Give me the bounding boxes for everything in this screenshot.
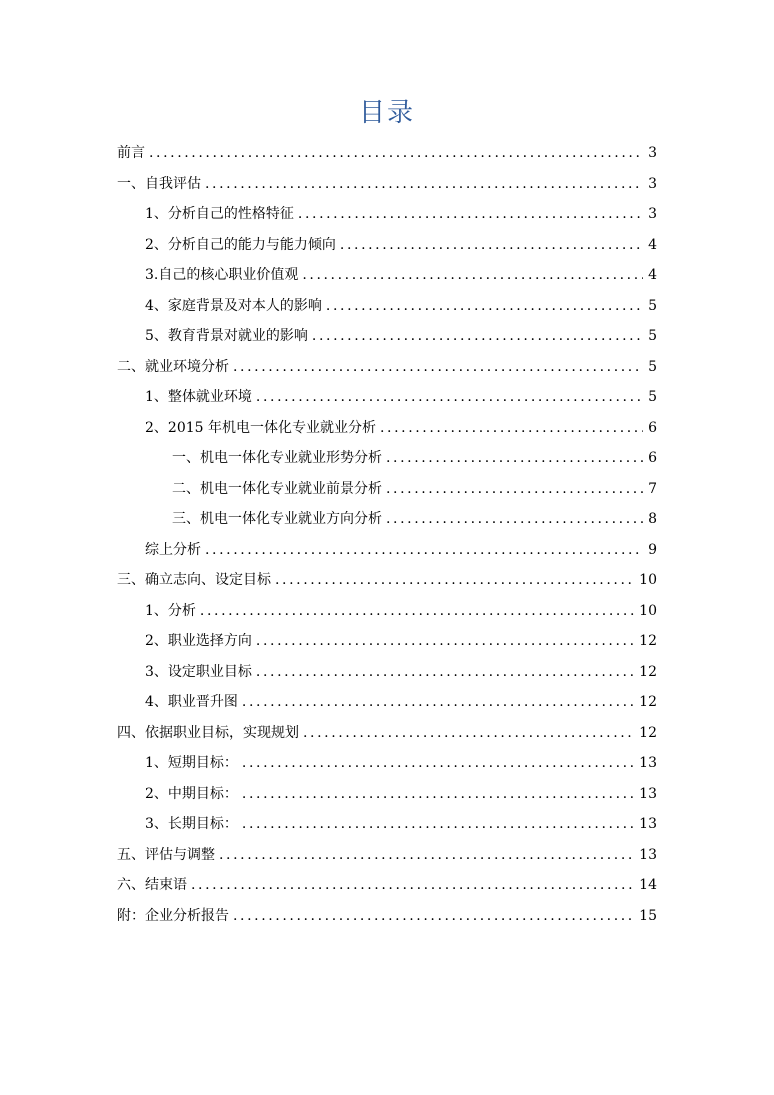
toc-dot-leader <box>219 840 635 871</box>
toc-entry-label: 三、确立志向、设定目标 <box>117 572 271 588</box>
toc-entry[interactable] <box>117 382 657 413</box>
toc-entry-page: 14 <box>639 877 657 893</box>
toc-entry[interactable] <box>117 687 657 718</box>
page-title: 目录 <box>358 98 415 128</box>
toc-entry[interactable] <box>117 565 657 596</box>
toc-entry[interactable] <box>117 321 657 352</box>
toc-entry-page: 7 <box>648 480 657 497</box>
toc-entry-label: 一、机电一体化专业就业形势分析 <box>172 450 382 466</box>
toc-entry-label: 1、分析自己的性格特征 <box>145 206 294 222</box>
toc-dot-leader <box>242 809 635 840</box>
toc-entry-label: 三、机电一体化专业就业方向分析 <box>172 511 382 527</box>
toc-entry[interactable] <box>117 596 657 627</box>
toc-dot-leader <box>233 901 635 932</box>
toc-dot-leader <box>205 535 643 566</box>
toc-entry-label: 六、结束语 <box>117 877 187 893</box>
toc-entry-label: 前言 <box>117 145 145 161</box>
toc-dot-leader <box>275 565 635 596</box>
toc-entry-page: 3 <box>648 206 657 222</box>
toc-entry-label: 1、短期目标： <box>145 755 238 771</box>
toc-entry-label: 3、长期目标： <box>145 816 238 832</box>
toc-entry[interactable] <box>117 413 657 444</box>
toc-entry[interactable] <box>117 138 657 169</box>
toc-dot-leader <box>326 291 643 322</box>
toc-entry-page: 6 <box>648 419 657 436</box>
toc-entry[interactable] <box>117 870 657 901</box>
toc-entry-label: 3.自己的核心职业价值观 <box>145 267 299 283</box>
toc-dot-leader <box>380 413 643 444</box>
toc-dot-leader <box>298 199 643 230</box>
toc-dot-leader <box>312 321 643 352</box>
toc-entry-page: 3 <box>648 175 657 192</box>
toc-entry[interactable] <box>117 504 657 535</box>
toc-dot-leader <box>233 352 643 383</box>
toc-entry-label: 1、分析 <box>145 602 196 619</box>
toc-entry[interactable] <box>117 199 657 230</box>
toc-entry-page: 6 <box>648 450 657 466</box>
toc-entry[interactable] <box>117 748 657 779</box>
toc-entry-label: 4、家庭背景及对本人的影响 <box>145 297 322 314</box>
toc-dot-leader <box>386 443 643 474</box>
toc-entry-page: 4 <box>648 236 657 253</box>
toc-entry-page: 3 <box>648 145 657 161</box>
toc-dot-leader <box>242 779 635 810</box>
toc-dot-leader <box>242 748 635 779</box>
toc-entry-page: 13 <box>639 755 657 771</box>
toc-entry-label: 附：企业分析报告 <box>117 907 229 924</box>
toc-dot-leader <box>200 596 635 627</box>
toc-entry-label: 五、评估与调整 <box>117 846 215 863</box>
toc-entry[interactable] <box>117 809 657 840</box>
toc-dot-leader <box>303 718 635 749</box>
toc-dot-leader <box>256 626 635 657</box>
toc-dot-leader <box>256 657 635 688</box>
toc-entry[interactable] <box>117 657 657 688</box>
toc-entry[interactable] <box>117 840 657 871</box>
toc-entry[interactable] <box>117 291 657 322</box>
toc-entry[interactable] <box>117 901 657 932</box>
toc-entry-page: 8 <box>648 511 657 527</box>
toc-entry[interactable] <box>117 718 657 749</box>
toc-entry-page: 15 <box>639 907 657 924</box>
toc-dot-leader <box>386 474 643 505</box>
toc-entry-label: 4、职业晋升图 <box>145 694 238 710</box>
toc-dot-leader <box>302 260 643 291</box>
toc-entry-label: 2、2015 年机电一体化专业就业分析 <box>145 419 376 436</box>
toc-entry-page: 12 <box>639 694 657 710</box>
toc-entry-page: 10 <box>639 602 657 619</box>
toc-dot-leader <box>205 169 643 200</box>
toc-entry-page: 13 <box>639 785 657 802</box>
toc-entry-label: 四、依据职业目标，实现规划 <box>117 724 299 741</box>
toc-dot-leader <box>191 870 635 901</box>
toc-entry-page: 5 <box>648 358 657 375</box>
toc-entry-page: 10 <box>639 572 657 588</box>
toc-entry-page: 13 <box>639 816 657 832</box>
toc-entry[interactable] <box>117 169 657 200</box>
toc-entry[interactable] <box>117 443 657 474</box>
toc-entry-page: 12 <box>639 724 657 741</box>
toc-entry-label: 二、就业环境分析 <box>117 358 229 375</box>
toc-dot-leader <box>149 138 643 169</box>
toc-dot-leader <box>242 687 635 718</box>
toc-entry-page: 5 <box>648 328 657 344</box>
toc-dot-leader <box>386 504 643 535</box>
toc-entry[interactable] <box>117 535 657 566</box>
toc-dot-leader <box>340 230 643 261</box>
toc-entry-label: 2、分析自己的能力与能力倾向 <box>145 236 336 253</box>
toc-entry-page: 4 <box>648 267 657 283</box>
table-of-contents <box>117 138 657 931</box>
toc-entry-label: 1、整体就业环境 <box>145 389 252 405</box>
toc-entry[interactable] <box>117 474 657 505</box>
toc-entry-page: 12 <box>639 633 657 649</box>
toc-entry-label: 综上分析 <box>145 541 201 558</box>
toc-entry-page: 13 <box>639 846 657 863</box>
toc-entry[interactable] <box>117 260 657 291</box>
toc-entry-label: 一、自我评估 <box>117 175 201 192</box>
toc-dot-leader <box>256 382 643 413</box>
toc-entry-label: 2、中期目标： <box>145 785 238 802</box>
toc-entry-page: 5 <box>648 297 657 314</box>
toc-entry[interactable] <box>117 626 657 657</box>
toc-entry-page: 12 <box>639 663 657 680</box>
toc-entry[interactable] <box>117 230 657 261</box>
toc-entry-page: 5 <box>648 389 657 405</box>
toc-entry-label: 2、职业选择方向 <box>145 633 252 649</box>
toc-entry-label: 5、教育背景对就业的影响 <box>145 328 308 344</box>
toc-entry-page: 9 <box>648 541 657 558</box>
toc-entry-label: 二、机电一体化专业就业前景分析 <box>172 480 382 497</box>
toc-entry[interactable] <box>117 779 657 810</box>
toc-entry-label: 3、设定职业目标 <box>145 663 252 680</box>
toc-entry[interactable] <box>117 352 657 383</box>
